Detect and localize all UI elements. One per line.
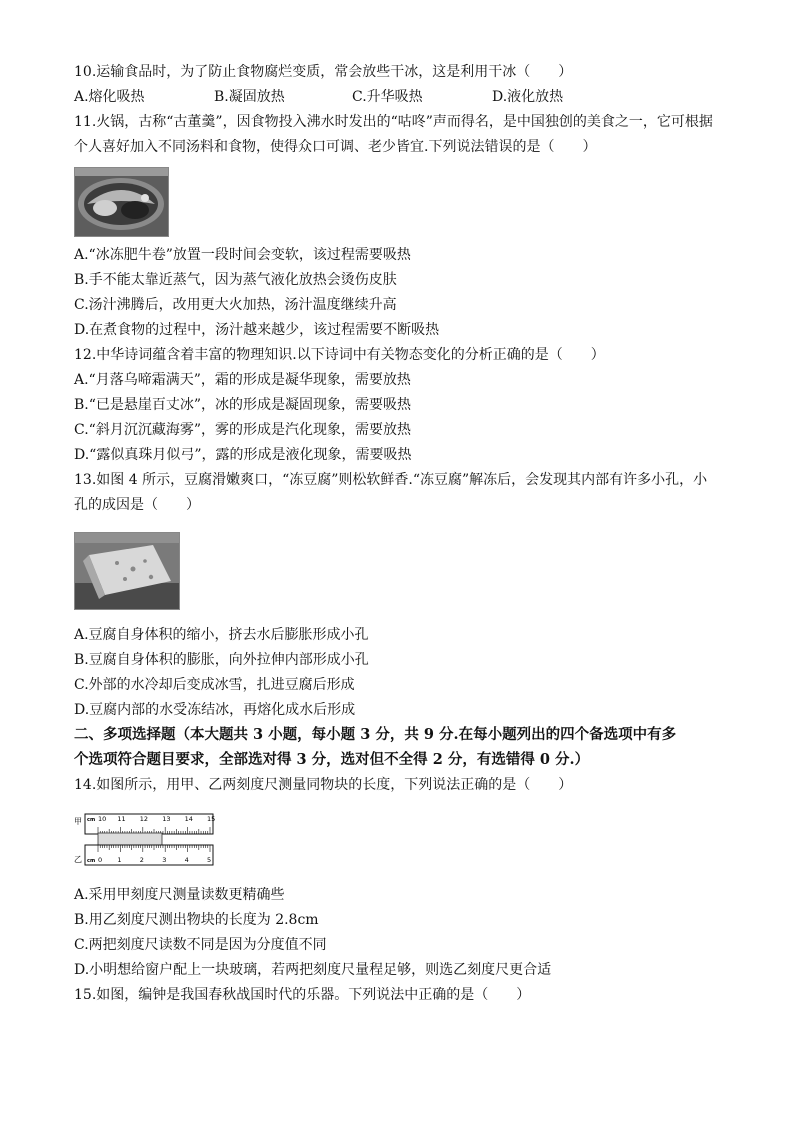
ruler-top-unit: cm xyxy=(87,817,96,823)
ruler-top-tick-label: 13 xyxy=(162,815,171,823)
q13-option-c: C.外部的水冷却后变成冰雪，扎进豆腐后形成 xyxy=(74,677,355,693)
q11-option-d: D.在煮食物的过程中，汤汁越来越少，该过程需要不断吸热 xyxy=(74,322,440,338)
ruler-top-tick-label: 12 xyxy=(139,815,149,823)
q11-option-b: B.手不能太靠近蒸气，因为蒸气液化放热会烫伤皮肤 xyxy=(74,272,397,288)
q10-stem: 10.运输食品时，为了防止食物腐烂变质，常会放些干冰，这是利用干冰（ ） xyxy=(74,64,573,80)
ruler-top-tick-label: 15 xyxy=(207,815,216,823)
q11-option-a: A.“冰冻肥牛卷”放置一段时间会变软，该过程需要吸热 xyxy=(74,247,411,263)
q13-stem-line1: 13.如图 4 所示，豆腐滑嫩爽口，“冻豆腐”则松软鲜香.“冻豆腐”解冻后，会发现其内部有许多小孔，小 xyxy=(74,472,708,488)
q14-option-c: C.两把刻度尺读数不同是因为分度值不同 xyxy=(74,937,327,953)
hotpot-photo xyxy=(74,167,169,237)
section2-heading-line2: 个选项符合题目要求，全部选对得 3 分，选对但不全得 2 分，有选错得 0 分.） xyxy=(74,751,590,768)
q13-option-d: D.豆腐内部的水受冻结冰，再熔化成水后形成 xyxy=(74,702,356,718)
ruler-bottom-unit: cm xyxy=(87,858,96,864)
q12-option-c: C.“斜月沉沉藏海雾”，雾的形成是汽化现象，需要放热 xyxy=(74,422,411,438)
q12-stem: 12.中华诗词蕴含着丰富的物理知识.以下诗词中有关物态变化的分析正确的是（ ） xyxy=(74,347,605,363)
q12-option-a: A.“月落乌啼霜满天”，霜的形成是凝华现象，需要放热 xyxy=(74,372,411,388)
q10-option-b: B.凝固放热 xyxy=(214,89,285,105)
q14-option-a: A.采用甲刻度尺测量读数更精确些 xyxy=(74,887,285,903)
q12-option-d: D.“露似真珠月似弓”，露的形成是液化现象，需要吸热 xyxy=(74,447,412,463)
ruler-top-label: 甲 xyxy=(74,817,82,826)
q10-option-d: D.液化放热 xyxy=(492,89,564,105)
ruler-bottom-tick-label: 0 xyxy=(98,856,103,864)
q15-stem: 15.如图，编钟是我国春秋战国时代的乐器。下列说法中正确的是（ ） xyxy=(74,987,531,1003)
q11-stem-line2: 个人喜好加入不同汤料和食物，使得众口可调、老少皆宜.下列说法错误的是（ ） xyxy=(74,139,597,155)
q10-options xyxy=(74,87,734,107)
ruler-bottom-tick-label: 1 xyxy=(117,856,122,864)
frozen-tofu-photo xyxy=(74,532,180,610)
q11-option-c: C.汤汁沸腾后，改用更大火加热，汤汁温度继续升高 xyxy=(74,297,397,313)
rulers-figure xyxy=(74,810,224,870)
q11-stem-line1: 11.火锅，古称“古董羹”，因食物投入沸水时发出的“咕咚”声而得名，是中国独创的美食之一，它可根据 xyxy=(74,114,713,130)
q10-option-a: A.熔化吸热 xyxy=(74,89,145,105)
section2-heading-line1: 二、多项选择题（本大题共 3 小题，每小题 3 分，共 9 分.在每小题列出的四个备选项中有多 xyxy=(74,726,677,743)
q13-option-a: A.豆腐自身体积的缩小，挤去水后膨胀形成小孔 xyxy=(74,627,369,643)
ruler-bottom-label: 乙 xyxy=(74,855,82,864)
ruler-top-tick-label: 10 xyxy=(98,815,107,823)
q14-option-b: B.用乙刻度尺测出物块的长度为 2.8cm xyxy=(74,912,319,928)
q14-stem: 14.如图所示，用甲、乙两刻度尺测量同物块的长度，下列说法正确的是（ ） xyxy=(74,777,573,793)
q13-stem-line2: 孔的成因是（ ） xyxy=(74,497,200,513)
q12-option-b: B.“已是悬崖百丈冰”，冰的形成是凝固现象，需要吸热 xyxy=(74,397,412,413)
q14-option-d: D.小明想给窗户配上一块玻璃，若两把刻度尺量程足够，则选乙刻度尺更合适 xyxy=(74,962,552,978)
ruler-bottom-tick-label: 5 xyxy=(207,856,212,864)
ruler-top-tick-label: 14 xyxy=(184,815,193,823)
ruler-bottom-tick-label: 3 xyxy=(162,856,167,864)
ruler-top-tick-label: 11 xyxy=(117,815,126,823)
ruler-bottom-tick-label: 4 xyxy=(184,856,189,864)
q10-option-c: C.升华吸热 xyxy=(352,89,423,105)
q13-option-b: B.豆腐自身体积的膨胀，向外拉伸内部形成小孔 xyxy=(74,652,369,668)
ruler-bottom-tick-label: 2 xyxy=(139,856,144,864)
